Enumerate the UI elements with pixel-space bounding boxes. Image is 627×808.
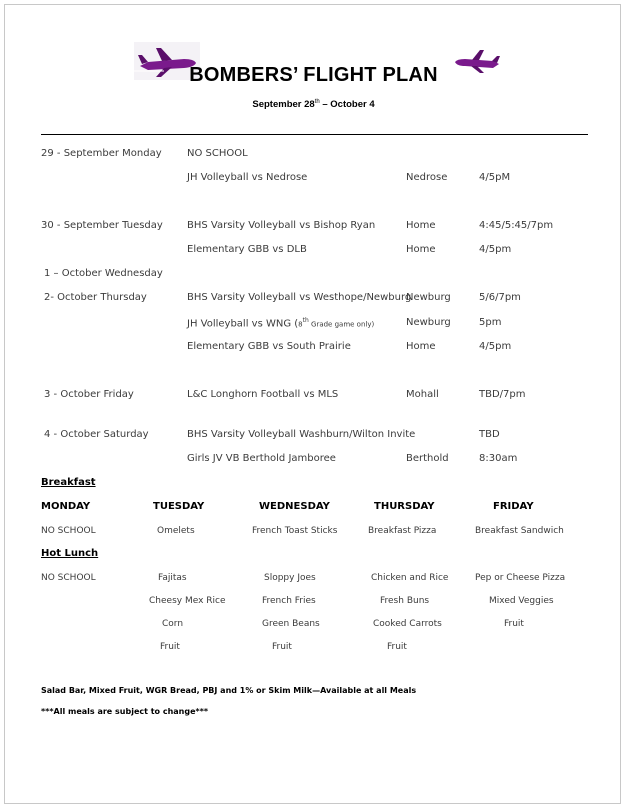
- day-header-thursday: THURSDAY: [374, 501, 435, 512]
- schedule-event: L&C Longhorn Football vs MLS: [187, 389, 339, 400]
- breakfast-item: Breakfast Sandwich: [475, 526, 564, 536]
- page-title: BOMBERS’ FLIGHT PLAN: [189, 64, 438, 86]
- schedule-location: Home: [406, 341, 436, 352]
- lunch-item: Green Beans: [262, 619, 320, 629]
- schedule-event: NO SCHOOL: [187, 148, 248, 159]
- schedule-event: BHS Varsity Volleyball Washburn/Wilton Invite: [187, 429, 416, 440]
- meal-availability-note: Salad Bar, Mixed Fruit, WGR Bread, PBJ and 1% or Skim Milk—Available at all Meals: [41, 686, 417, 695]
- schedule-time: 4/5pm: [479, 244, 512, 255]
- breakfast-item: French Toast Sticks: [252, 526, 338, 536]
- hot-lunch-heading: Hot Lunch: [41, 548, 99, 559]
- schedule-day: 3 - October Friday: [44, 389, 134, 400]
- schedule-location: Newburg: [406, 292, 451, 303]
- schedule-event: JH Volleyball vs Nedrose: [187, 172, 308, 183]
- schedule-location: Berthold: [406, 453, 449, 464]
- schedule-location: Home: [406, 244, 436, 255]
- lunch-item: Fajitas: [158, 573, 187, 583]
- lunch-item: Pep or Cheese Pizza: [475, 573, 566, 583]
- lunch-item: Mixed Veggies: [489, 596, 554, 606]
- date-range-end: – October 4: [319, 99, 375, 111]
- lunch-item: Fruit: [160, 642, 180, 652]
- day-header-monday: MONDAY: [41, 501, 91, 512]
- schedule-day: 2- October Thursday: [44, 292, 147, 303]
- day-header-wednesday: WEDNESDAY: [259, 501, 330, 512]
- schedule-time: TBD/7pm: [479, 389, 526, 400]
- schedule-time: 8:30am: [479, 453, 518, 464]
- schedule-event: [187, 317, 374, 329]
- lunch-item: Fresh Buns: [380, 596, 430, 606]
- breakfast-item: Omelets: [157, 526, 195, 536]
- lunch-item: Sloppy Joes: [264, 573, 316, 583]
- schedule-location: Newburg: [406, 317, 451, 328]
- meal-change-note: ***All meals are subject to change***: [41, 707, 209, 716]
- lunch-item: Cooked Carrots: [373, 619, 442, 629]
- date-range-start: September 28: [252, 99, 315, 111]
- schedule-day: 30 - September Tuesday: [41, 220, 163, 231]
- schedule-event: BHS Varsity Volleyball vs Westhope/Newburg: [187, 292, 412, 303]
- schedule-event-grade: 8: [298, 320, 303, 329]
- schedule-event: Girls JV VB Berthold Jamboree: [187, 453, 336, 464]
- breakfast-item: NO SCHOOL: [41, 526, 96, 536]
- schedule-event: Elementary GBB vs South Prairie: [187, 341, 351, 352]
- day-header-tuesday: TUESDAY: [153, 501, 205, 512]
- breakfast-item: Breakfast Pizza: [368, 526, 437, 536]
- schedule-day: 4 - October Saturday: [44, 429, 149, 440]
- lunch-item: Chicken and Rice: [371, 573, 449, 583]
- schedule-time: TBD: [479, 429, 500, 440]
- breakfast-heading: Breakfast: [41, 477, 96, 488]
- header-divider: [41, 134, 588, 135]
- lunch-item: Cheesy Mex Rice: [149, 596, 226, 606]
- schedule-day: 29 - September Monday: [41, 148, 162, 159]
- schedule-location: Mohall: [406, 389, 439, 400]
- document-page: [4, 4, 621, 804]
- schedule-location: Nedrose: [406, 172, 448, 183]
- date-range: [0, 99, 627, 110]
- schedule-event-ordinal: th: [302, 317, 309, 324]
- lunch-item: Fruit: [387, 642, 407, 652]
- day-header-friday: FRIDAY: [493, 501, 534, 512]
- date-range-ordinal: th: [314, 99, 320, 105]
- schedule-event: Elementary GBB vs DLB: [187, 244, 307, 255]
- lunch-item: French Fries: [262, 596, 316, 606]
- schedule-day: 1 – October Wednesday: [44, 268, 163, 279]
- lunch-item: Fruit: [504, 619, 524, 629]
- lunch-item: Fruit: [272, 642, 292, 652]
- schedule-event: BHS Varsity Volleyball vs Bishop Ryan: [187, 220, 376, 231]
- schedule-event-note: Grade game only): [308, 320, 375, 329]
- schedule-time: 5pm: [479, 317, 502, 328]
- lunch-item: Corn: [162, 619, 184, 629]
- lunch-item: NO SCHOOL: [41, 573, 96, 583]
- schedule-time: 4/5pm: [479, 341, 512, 352]
- schedule-event-text: JH Volleyball vs WNG (: [187, 318, 299, 330]
- schedule-location: Home: [406, 220, 436, 231]
- schedule-time: 4/5pM: [479, 172, 511, 183]
- schedule-time: 4:45/5:45/7pm: [479, 220, 554, 231]
- schedule-time: 5/6/7pm: [479, 292, 521, 303]
